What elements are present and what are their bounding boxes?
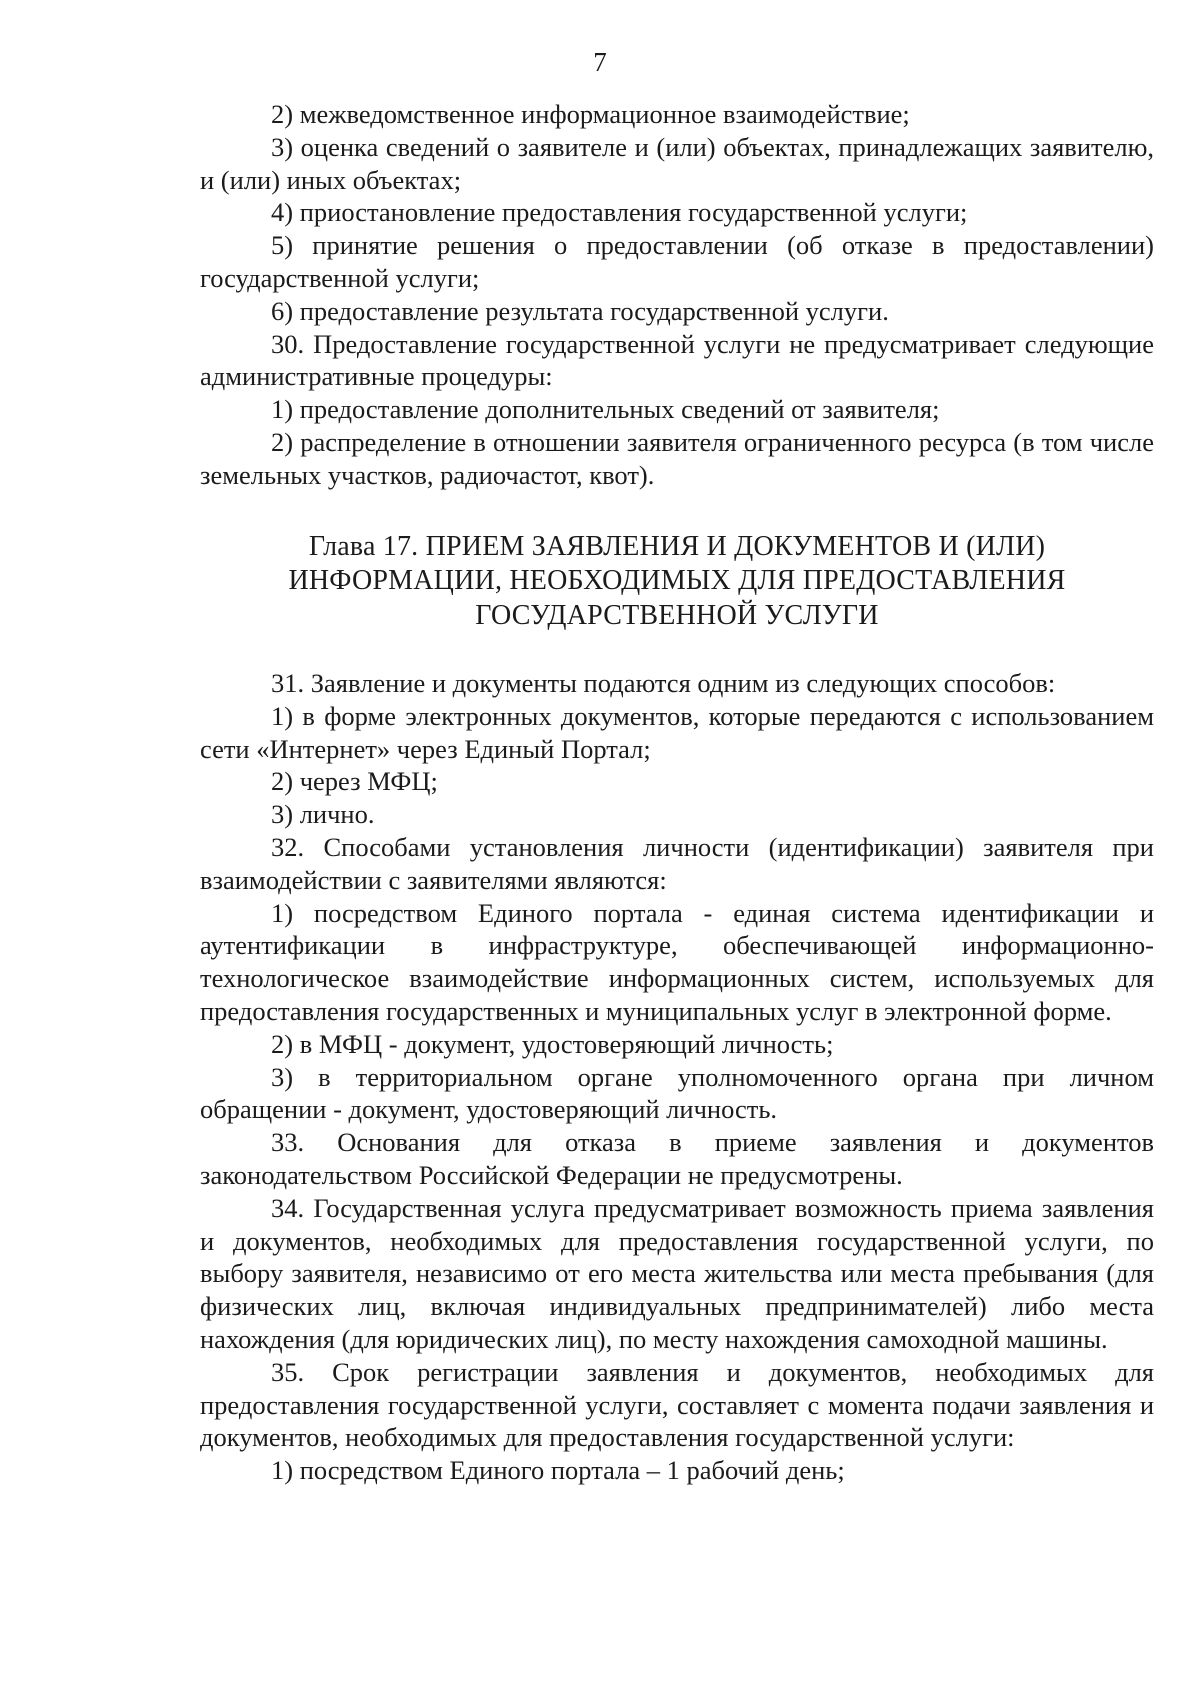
chapter-heading (200, 530, 1154, 634)
paragraph: 30. Предоставление государственной услуги не предусматривает следующие административные процедуры: (200, 328, 1154, 392)
paragraph: 34. Государственная услуга предусматривает возможность приема заявления и документов, необходимых для предоставления государственной услуги, по выбору заявителя, независимо от его места жительства или места пребывания (для физических лиц, включая индивидуальных предпринимателей) либо места нахождения (для юридических лиц), по месту нахождения самоходной машины. (200, 1192, 1154, 1354)
paragraph: 3) оценка сведений о заявителе и (или) объектах, принадлежащих заявителю, и (или) иных объектах; (200, 131, 1154, 195)
paragraph: 33. Основания для отказа в приеме заявления и документов законодательством Российской Федерации не предусмотрены. (200, 1127, 1154, 1191)
paragraph: 1) предоставление дополнительных сведений от заявителя; (271, 394, 940, 425)
paragraph: 2) распределение в отношении заявителя ограниченного ресурса (в том числе земельных участков, радиочастот, квот). (200, 426, 1154, 490)
paragraph: 3) в территориальном органе уполномоченного органа при личном обращении - документ, удостоверяющий личность. (200, 1061, 1154, 1125)
paragraph: 2) межведомственное информационное взаимодействие; (271, 99, 910, 129)
paragraph: 4) приостановление предоставления государственной услуги; (271, 197, 968, 228)
paragraph: 1) в форме электронных документов, которые передаются с использованием сети «Интернет» через Единый Портал; (200, 700, 1154, 764)
document-body (200, 98, 1154, 1487)
paragraph: 6) предоставление результата государственной услуги. (271, 295, 889, 326)
chapter-heading-line: ИНФОРМАЦИИ, НЕОБХОДИМЫХ ДЛЯ ПРЕДОСТАВЛЕНИЯ (288, 565, 1066, 597)
paragraph: 31. Заявление и документы подаются одним из следующих способов: (271, 668, 1056, 699)
chapter-heading-line: ГОСУДАРСТВЕННОЙ УСЛУГИ (475, 599, 879, 631)
paragraph: 5) принятие решения о предоставлении (об отказе в предоставлении) государственной услуги; (200, 230, 1154, 293)
paragraph: 2) через МФЦ; (271, 766, 438, 797)
paragraph: 3) лично. (271, 799, 375, 830)
chapter-heading-line: Глава 17. ПРИЕМ ЗАЯВЛЕНИЯ И ДОКУМЕНТОВ И (ИЛИ) (308, 530, 1046, 562)
page-number: 7 (593, 47, 607, 77)
paragraph: 35. Срок регистрации заявления и документов, необходимых для предоставления государственной услуги, составляет с момента подачи заявления и документов, необходимых для предоставления государственной услуги: (200, 1356, 1154, 1453)
paragraph: 1) посредством Единого портала – 1 рабочий день; (271, 1455, 845, 1486)
paragraph: 1) посредством Единого портала - единая система идентификации и аутентификации в инфраструктуре, обеспечивающей информационно-технологическое взаимодействие информационных систем, используемых для предоставления государственных и муниципальных услуг в электронной форме. (200, 897, 1154, 1027)
paragraph: 2) в МФЦ - документ, удостоверяющий личность; (271, 1028, 834, 1059)
paragraph: 32. Способами установления личности (идентификации) заявителя при взаимодействии с заявителями являются: (200, 832, 1154, 895)
